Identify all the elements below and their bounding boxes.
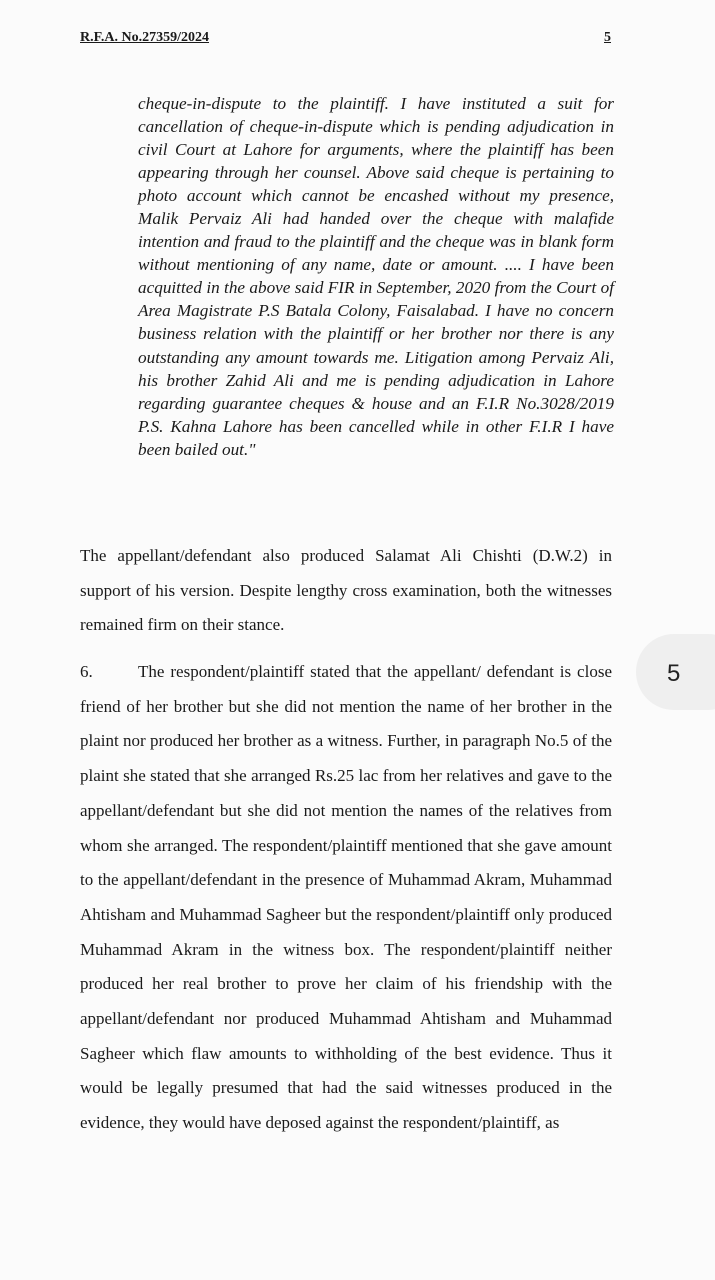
- page-number: 5: [604, 30, 611, 45]
- paragraph-6-text: The respondent/plaintiff stated that the appellant/ defendant is close friend of her brother but she did not mention the name of her brother in the plaint nor produced her brother as a witness. Further, in paragraph No.5 of the plaint she stated that she arranged Rs.25 lac from her relatives and gave to the appellant/defendant but she did not mention the names of the relatives from whom she arranged. The respondent/plaintiff mentioned that she gave amount to the appellant/defendant in the presence of Muhammad Akram, Muhammad Ahtisham and Muhammad Sagheer but the respondent/plaintiff only produced Muhammad Akram in the witness box. The respondent/plaintiff neither produced her real brother to prove her claim of his friendship with the appellant/defendant nor produced Muhammad Ahtisham and Muhammad Sagheer which flaw amounts to withholding of the best evidence. Thus it would be legally presumed that had the said witnesses produced in the evidence, they would have deposed against the respondent/plaintiff, as: [80, 662, 612, 1133]
- paragraph-dw2: The appellant/defendant also produced Salamat Ali Chishti (D.W.2) in support of his version. Despite lengthy cross examination, both the witnesses remained firm on their stance.: [80, 546, 612, 635]
- case-number: R.F.A. No.27359/2024: [80, 30, 209, 45]
- page-indicator-tab[interactable]: [636, 634, 715, 710]
- paragraph-6: [80, 655, 612, 1141]
- page-indicator-label: 5: [667, 660, 681, 687]
- paragraph-number: 6.: [80, 662, 93, 681]
- quoted-testimony: cheque-in-dispute to the plaintiff. I have instituted a suit for cancellation of cheque-in-dispute which is pending adjudication in civil Court at Lahore for arguments, where the plaintiff has been appearing through her counsel. Above said cheque is pertaining to photo account which cannot be encashed without my presence, Malik Pervaiz Ali had handed over the cheque with malafide intention and fraud to the plaintiff and the cheque was in blank form without mentioning of any name, date or amount. .... I have been acquitted in the above said FIR in September, 2020 from the Court of Area Magistrate P.S Batala Colony, Faisalabad. I have no concern business relation with the plaintiff or her brother nor there is any outstanding any amount towards me. Litigation among Pervaiz Ali, his brother Zahid Ali and me is pending adjudication in Lahore regarding guarantee cheques & house and an F.I.R No.3028/2019 P.S. Kahna Lahore has been cancelled while in other F.I.R I have been bailed out.": [138, 94, 614, 459]
